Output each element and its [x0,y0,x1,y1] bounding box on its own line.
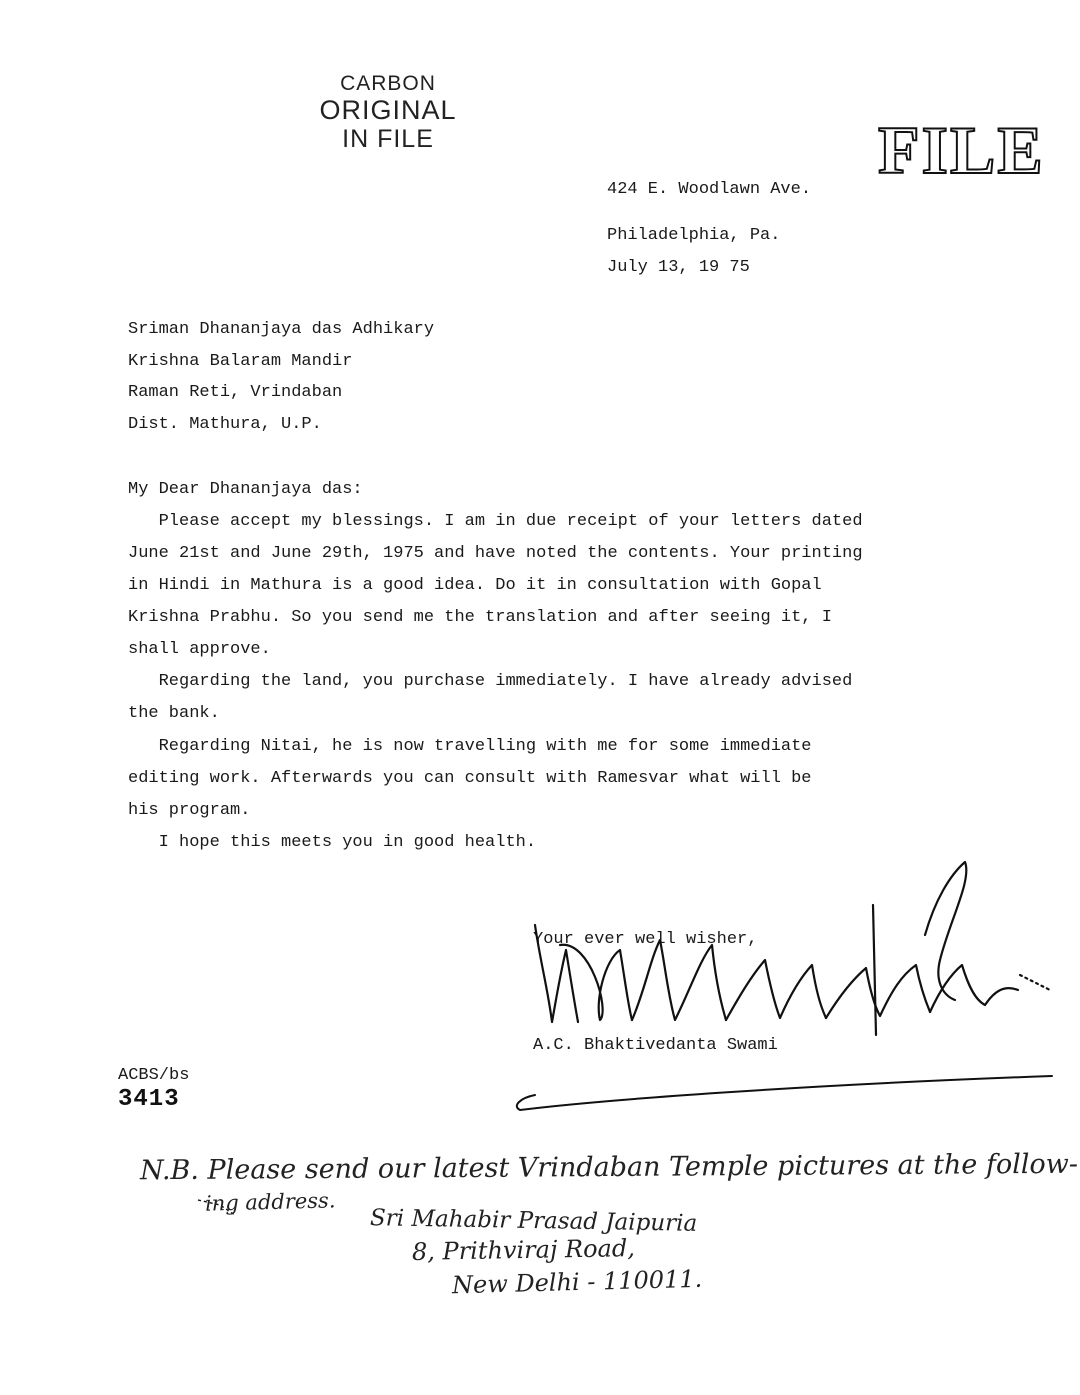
recipient-name: Sriman Dhananjaya das Adhikary [128,320,435,339]
file-number: 3413 [118,1086,180,1113]
sender-address: 424 E. Woodlawn Ave. [607,180,812,199]
handwritten-note-line-2: ing address. [204,1188,336,1216]
salutation: My Dear Dhananjaya das: [128,480,363,499]
handwritten-note-line-5: New Delhi - 110011. [451,1264,703,1300]
recipient-line-4: Dist. Mathura, U.P. [128,415,322,434]
file-stamp: FILE [878,112,1045,188]
sender-city: Philadelphia, Pa. [607,226,781,245]
body-line: Regarding Nitai, he is now travelling with me for some immediate [128,737,812,756]
body-line: I hope this meets you in good health. [128,833,537,852]
body-line: June 21st and June 29th, 1975 and have noted the contents. Your printing [128,544,863,563]
body-line: his program. [128,801,251,820]
signature-name: A.C. Bhaktivedanta Swami [533,1036,778,1055]
stamp-line-original: ORIGINAL [319,95,457,125]
handwritten-note-line-4: 8, Prithviraj Road, [411,1234,636,1266]
handwritten-note-line-1: N.B. Please send our latest Vrindaban Temple pictures at the follow- [139,1148,1079,1187]
recipient-line-2: Krishna Balaram Mandir [128,352,353,371]
recipient-line-3: Raman Reti, Vrindaban [128,383,343,402]
handwritten-note-line-3: Sri Mahabir Prasad Jaipuria [369,1205,698,1237]
body-line: editing work. Afterwards you can consult with Ramesvar what will be [128,769,812,788]
typist-initials: ACBS/bs [118,1066,190,1085]
body-line: the bank. [128,704,220,723]
body-line: shall approve. [128,640,271,659]
body-line: Regarding the land, you purchase immediately. I have already advised [128,672,853,691]
closing: Your ever well wisher, [533,930,758,949]
body-line: Please accept my blessings. I am in due receipt of your letters dated [128,512,863,531]
stamp-line-in-file: IN FILE [342,125,434,153]
body-line: Krishna Prabhu. So you send me the translation and after seeing it, I [128,608,832,627]
letter-date: July 13, 19 75 [607,258,750,277]
stamp-line-carbon: CARBON [340,72,436,95]
body-line: in Hindi in Mathura is a good idea. Do it in consultation with Gopal [128,576,822,595]
